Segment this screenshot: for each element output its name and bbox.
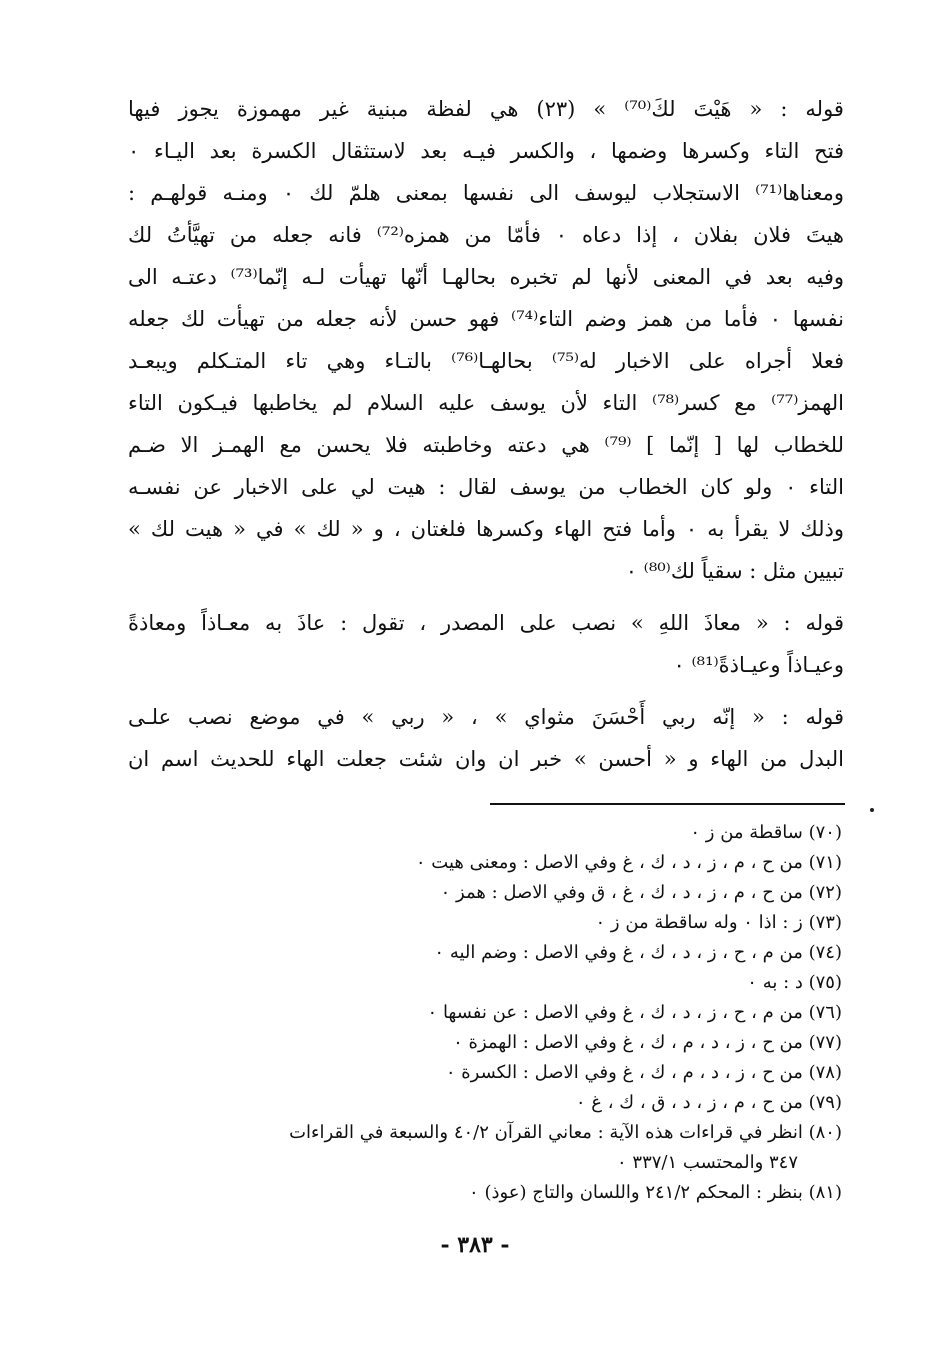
footnote-78: (٧٨) من ح ، ز ، د ، م ، ك ، غ وفي الاصل : الكسرة ٠ <box>445 1062 842 1083</box>
text-line: التاء ٠ ولو كان الخطاب من يوسف لقال : هيت لي على الاخبار عن نفسـه <box>128 475 844 499</box>
footnote-73: (٧٣) ز : اذا ٠ وله ساقطة من ز ٠ <box>595 912 842 933</box>
footnote-75: (٧٥) د : به ٠ <box>747 972 842 993</box>
text-line: وذلك لا يقرأ به ٠ وأما فتح الهاء وكسرها فلغتان ، و « لك » في « هيت لك » <box>128 517 844 541</box>
footnote-separator <box>490 803 845 805</box>
text-line: تبيين مثل : سقياً لك⁽⁸⁰⁾ ٠ <box>625 559 844 583</box>
footnote-80: (٨٠) انظر في قراءات هذه الآية : معاني القرآن ٤٠/٢ والسبعة في القراءات <box>289 1122 842 1143</box>
text-line: هيتَ فلان بفلان ، إذا دعاه ٠ فأمّا من همزه⁽⁷²⁾ فانه جعله من تهيَّأتُ لك <box>128 223 844 247</box>
footnotes <box>130 818 842 1208</box>
text-line: فتح التاء وكسرها وضمها ، والكسر فيـه بعد لاستثقال الكسرة بعد اليـاء ٠ <box>128 139 844 163</box>
text-line: البدل من الهاء و « أحسن » خبر ان وان شئت جعلت الهاء للحديث اسم ان <box>128 747 844 771</box>
print-speck <box>870 808 874 812</box>
text-line: نفسها ٠ فأما من همز وضم التاء⁽⁷⁴⁾ فهو حسن لأنه جعله من تهيأت لك جعله <box>128 307 844 331</box>
paragraph-3 <box>128 696 844 780</box>
footnote-74: (٧٤) من م ، ح ، ز ، د ، ك ، غ وفي الاصل : وضم اليه ٠ <box>434 942 842 963</box>
footnote-80-continued: ٣٤٧ والمحتسب ٣٣٧/١ ٠ <box>617 1152 798 1173</box>
footnote-81: (٨١) بنظر : المحكم ٢٤١/٢ واللسان والتاج (عوذ) ٠ <box>469 1182 842 1203</box>
paragraph-2 <box>128 602 844 686</box>
text-line: قوله : « معاذَ اللهِ » نصب على المصدر ، تقول : عاذَ به معـاذاً ومعاذةً <box>128 611 844 635</box>
footnote-76: (٧٦) من م ، ح ، ز ، د ، ك ، غ وفي الاصل : عن نفسها ٠ <box>427 1002 842 1023</box>
footnote-72: (٧٢) من ح ، م ، ز ، د ، ك ، غ ، ق وفي الاصل : همز ٠ <box>440 882 842 903</box>
page-number: - ٣٨٣ - <box>440 1232 510 1258</box>
footnote-77: (٧٧) من ح ، ز ، د ، م ، ك ، غ وفي الاصل : الهمزة ٠ <box>453 1032 842 1053</box>
text-line: ومعناها⁽⁷¹⁾ الاستجلاب ليوسف الى نفسها بمعنى هلمّ لك ٠ ومنـه قولهـم : <box>128 181 844 205</box>
main-text <box>128 88 844 790</box>
text-line: فعلا أجراه على الاخبار له⁽⁷⁵⁾ بحالهـا⁽⁷⁶⁾ بالتـاء وهي تاء المتـكلم ويبعـد <box>128 349 844 373</box>
text-line: وعيـاذاً وعيـاذةً⁽⁸¹⁾ ٠ <box>673 653 844 677</box>
paragraph-1 <box>128 88 844 592</box>
text-line: الهمز⁽⁷⁷⁾ مع كسر⁽⁷⁸⁾ التاء لأن يوسف عليه السلام لم يخاطبها فيـكون التاء <box>128 391 844 415</box>
footnote-71: (٧١) من ح ، م ، ز ، د ، ك ، غ وفي الاصل : ومعنى هيت ٠ <box>415 852 842 873</box>
text-line: وفيه بعد في المعنى لأنها لم تخبره بحالهـا أنّها تهيأت لـه إنّما⁽⁷³⁾ دعتـه الى <box>128 265 844 289</box>
text-line: قوله : « إنّه ربي أَحْسَنَ مثواي » ، « ربي » في موضع نصب علـى <box>128 705 844 729</box>
footnote-70: (٧٠) ساقطة من ز ٠ <box>690 822 842 843</box>
text-line: للخطاب لها [ إنّما ] ⁽⁷⁹⁾ هي دعته وخاطبته فلا يحسن مع الهمـز الا ضـم <box>128 433 844 457</box>
text-line: قوله : « هَيْتَ لكَ⁽⁷⁰⁾ » (٢٣) هي لفظة مبنية غير مهموزة يجوز فيها <box>128 97 844 121</box>
footnote-79: (٧٩) من ح ، م ، ز ، د ، ق ، ك ، غ ٠ <box>575 1092 842 1113</box>
